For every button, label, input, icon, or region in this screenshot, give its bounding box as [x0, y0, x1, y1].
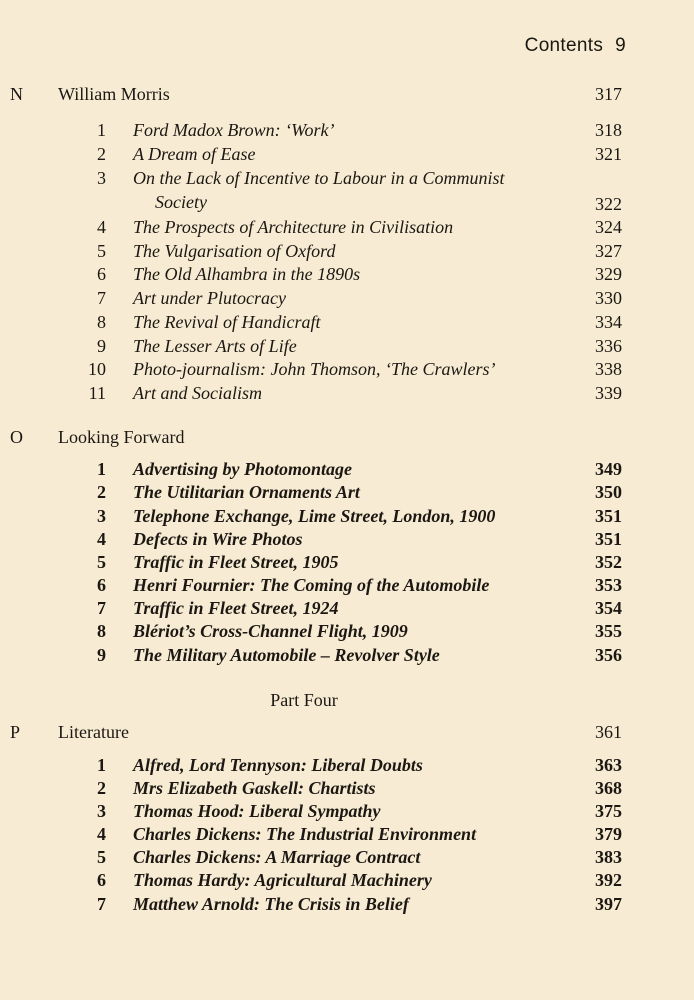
- entry-title: Henri Fournier: The Coming of the Automobile: [133, 575, 490, 595]
- entry-title: On the Lack of Incentive to Labour in a Communist: [133, 168, 505, 188]
- entry-number: 5: [97, 847, 106, 867]
- entry-page: 375: [595, 801, 622, 821]
- entry-title: Thomas Hardy: Agricultural Machinery: [133, 870, 432, 890]
- toc-entry: [0, 336, 694, 360]
- toc-entry: [0, 241, 694, 265]
- entry-title: Society: [155, 192, 207, 212]
- entry-page: 321: [595, 144, 622, 164]
- entry-page: 368: [595, 778, 622, 798]
- toc-entry: [0, 120, 694, 144]
- entry-title: The Vulgarisation of Oxford: [133, 241, 336, 261]
- entry-page: 352: [595, 552, 622, 572]
- entry-title: Mrs Elizabeth Gaskell: Chartists: [133, 778, 376, 798]
- entry-title: The Military Automobile – Revolver Style: [133, 645, 440, 665]
- section-letter: O: [10, 427, 23, 447]
- toc-entry: [0, 506, 694, 530]
- entry-title: The Old Alhambra in the 1890s: [133, 264, 361, 284]
- page-number: 9: [615, 35, 626, 56]
- entry-title: Advertising by Photomontage: [133, 459, 353, 479]
- entry-number: 7: [97, 598, 106, 618]
- entry-page: 324: [595, 217, 622, 237]
- entry-number: 3: [97, 168, 106, 188]
- entry-number: 2: [97, 482, 106, 502]
- entry-page: 351: [595, 506, 622, 526]
- entry-title: Photo-journalism: John Thomson, ‘The Crawlers’: [133, 359, 496, 379]
- entry-number: 5: [97, 552, 106, 572]
- toc-entry: [0, 801, 694, 825]
- toc-entry: [0, 482, 694, 506]
- entry-page: 350: [595, 482, 622, 502]
- toc-entry: [0, 824, 694, 848]
- entry-title: Traffic in Fleet Street, 1924: [133, 598, 339, 618]
- entry-page: 353: [595, 575, 622, 595]
- section-title: William Morris: [58, 84, 170, 104]
- entry-title: A Dream of Ease: [133, 144, 256, 164]
- running-head: [525, 35, 626, 57]
- entry-number: 2: [97, 778, 106, 798]
- entry-page: 363: [595, 755, 622, 775]
- toc-entry: [0, 359, 694, 383]
- entry-number: 8: [97, 312, 106, 332]
- section-letter: N: [10, 84, 23, 104]
- entry-number: 1: [97, 755, 106, 775]
- toc-entry: [0, 894, 694, 918]
- entry-title: Charles Dickens: A Marriage Contract: [133, 847, 421, 867]
- entry-page: 351: [595, 529, 622, 549]
- section-title: Literature: [58, 722, 129, 742]
- toc-entry: [0, 575, 694, 599]
- section-page: 317: [595, 84, 622, 104]
- toc-entry: [0, 144, 694, 168]
- toc-entry: [0, 847, 694, 871]
- entry-page: 336: [595, 336, 622, 356]
- entry-title: Alfred, Lord Tennyson: Liberal Doubts: [133, 755, 423, 775]
- toc-entry: [0, 529, 694, 553]
- entry-number: 8: [97, 621, 106, 641]
- entry-title: Telephone Exchange, Lime Street, London, 1900: [133, 506, 496, 526]
- toc-entry: [0, 383, 694, 407]
- entry-page: 383: [595, 847, 622, 867]
- entry-number: 10: [88, 359, 106, 379]
- entry-page: 349: [595, 459, 622, 479]
- entry-title: Ford Madox Brown: ‘Work’: [133, 120, 335, 140]
- section-title: Looking Forward: [58, 427, 185, 447]
- entry-page: 318: [595, 120, 622, 140]
- entry-number: 3: [97, 801, 106, 821]
- entry-page: 397: [595, 894, 622, 914]
- entry-title: Thomas Hood: Liberal Sympathy: [133, 801, 381, 821]
- entry-number: 6: [97, 575, 106, 595]
- section-header: [0, 427, 694, 453]
- entry-page: 327: [595, 241, 622, 261]
- toc-entry: [0, 778, 694, 802]
- entry-title: Blériot’s Cross-Channel Flight, 1909: [133, 621, 408, 641]
- toc-entry: [0, 870, 694, 894]
- entry-page: 329: [595, 264, 622, 284]
- section-letter: P: [10, 722, 21, 742]
- entry-number: 1: [97, 459, 106, 479]
- entry-number: 6: [97, 264, 106, 284]
- toc-entry: [0, 755, 694, 779]
- entry-number: 7: [97, 288, 106, 308]
- entry-page: 355: [595, 621, 622, 641]
- toc-entry: [0, 645, 694, 669]
- entry-title: Traffic in Fleet Street, 1905: [133, 552, 339, 572]
- entry-number: 4: [97, 529, 106, 549]
- running-head-title: Contents: [524, 35, 604, 56]
- entry-number: 2: [97, 144, 106, 164]
- entry-page: 354: [595, 598, 622, 618]
- entry-number: 9: [97, 336, 106, 356]
- entry-number: 9: [97, 645, 106, 665]
- entry-number: 6: [97, 870, 106, 890]
- section-header: [0, 722, 694, 748]
- entry-page: 338: [595, 359, 622, 379]
- entry-title: The Prospects of Architecture in Civilisation: [133, 217, 454, 237]
- section-page: 361: [595, 722, 622, 742]
- toc-entry: [0, 264, 694, 288]
- toc-entry: [0, 168, 694, 192]
- entry-page: 356: [595, 645, 622, 665]
- entry-page: 392: [595, 870, 622, 890]
- entry-number: 5: [97, 241, 106, 261]
- toc-entry: [0, 598, 694, 622]
- toc-entry-continuation: [0, 192, 694, 216]
- toc-entry: [0, 552, 694, 576]
- entry-title: Defects in Wire Photos: [133, 529, 303, 549]
- entry-title: Art under Plutocracy: [133, 288, 286, 308]
- entry-page: 330: [595, 288, 622, 308]
- entry-title: Art and Socialism: [133, 383, 262, 403]
- entry-number: 3: [97, 506, 106, 526]
- toc-entry: [0, 459, 694, 483]
- entry-title: Matthew Arnold: The Crisis in Belief: [133, 894, 409, 914]
- toc-entry: [0, 312, 694, 336]
- entry-number: 11: [88, 383, 106, 403]
- toc-entry: [0, 217, 694, 241]
- part-title: Part Four: [270, 690, 338, 710]
- entry-number: 7: [97, 894, 106, 914]
- toc-entry: [0, 621, 694, 645]
- toc-entry: [0, 288, 694, 312]
- entry-page: 322: [595, 194, 622, 214]
- entry-page: 334: [595, 312, 622, 332]
- section-header: [0, 84, 694, 110]
- entry-number: 4: [97, 824, 106, 844]
- entry-number: 4: [97, 217, 106, 237]
- entry-title: The Utilitarian Ornaments Art: [133, 482, 360, 502]
- entry-page: 339: [595, 383, 622, 403]
- entry-page: 379: [595, 824, 622, 844]
- entry-title: The Lesser Arts of Life: [133, 336, 297, 356]
- entry-title: Charles Dickens: The Industrial Environment: [133, 824, 477, 844]
- entry-number: 1: [97, 120, 106, 140]
- entry-title: The Revival of Handicraft: [133, 312, 321, 332]
